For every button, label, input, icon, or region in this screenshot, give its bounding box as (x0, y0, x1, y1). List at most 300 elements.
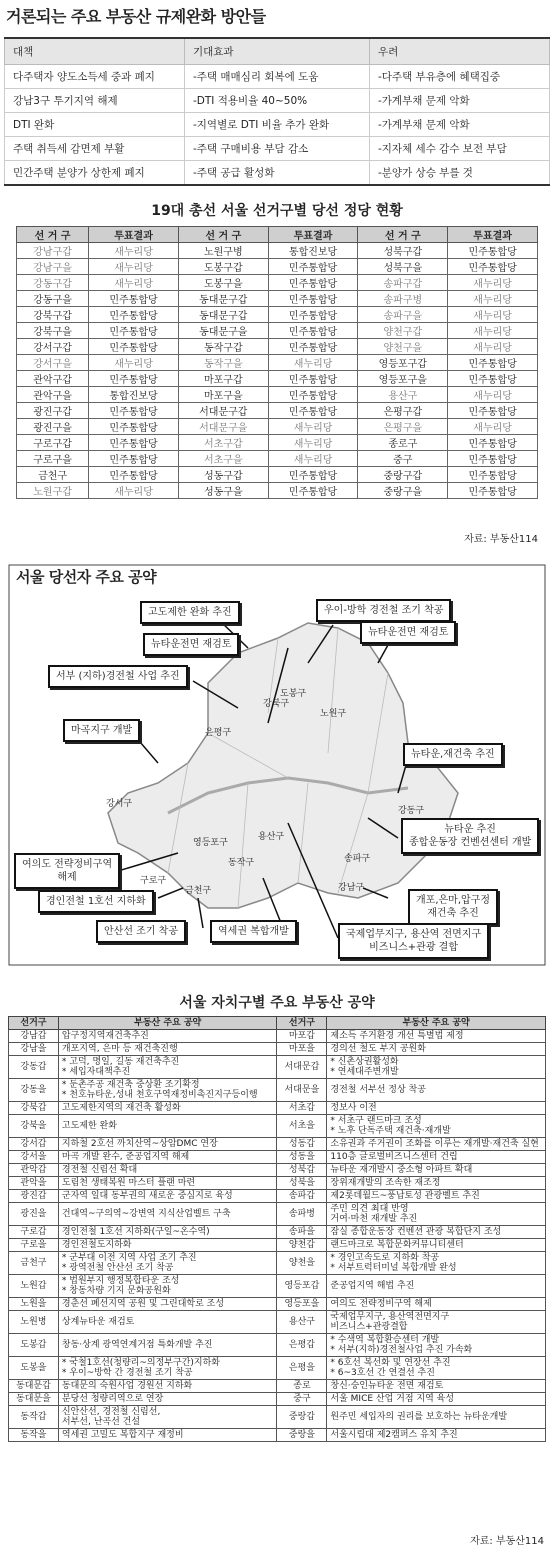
party-cell: 민주통합당 (89, 323, 179, 339)
district-cell: 도봉갑 (9, 1334, 59, 1357)
table-row (9, 1203, 546, 1226)
pledge-cell: 뉴타운 재개발시 중소형 아파트 확대 (327, 1164, 546, 1177)
district-cell: 노원구병 (178, 243, 268, 259)
pledge-cell: * 6호선 복선화 및 연장선 추진 * 6~3호선 간 연결선 추진 (327, 1357, 546, 1380)
table-cell: -가계부채 문제 악화 (370, 89, 550, 113)
table-row (17, 387, 538, 403)
pledge-cell: 경의선 철도 부지 공원화 (327, 1043, 546, 1056)
pledge-cell: * 수색역 복합환승센터 개발 * 서부(지하)경전철사업 추진 가속화 (327, 1334, 546, 1357)
table-row (17, 323, 538, 339)
district-cell: 마포을 (277, 1043, 327, 1056)
district-cell: 송파병 (277, 1203, 327, 1226)
pledge-callout: 경인전철 1호선 지하화 (38, 890, 154, 913)
table-row (9, 1298, 546, 1311)
map-title: 서울 당선자 주요 공약 (12, 566, 160, 587)
pledge-cell: * 둔촌주공 재건축 중상환 조기확정 * 천호뉴타운,성내 천호구역재정비촉진지구등이행 (58, 1079, 277, 1102)
district-cell: 서대문구을 (178, 419, 268, 435)
table-cell: -가계부채 문제 악화 (370, 113, 550, 137)
party-cell: 민주통합당 (268, 403, 358, 419)
pledge-callout: 고도제한 완화 추진 (140, 601, 240, 624)
district-cell: 강동을 (9, 1079, 59, 1102)
district-cell: 중랑구갑 (358, 467, 448, 483)
party-cell: 새누리당 (89, 355, 179, 371)
table-row (9, 1334, 546, 1357)
district-cell: 성동구갑 (178, 467, 268, 483)
pledge-cell: 분당선 청량리역으로 연장 (58, 1393, 277, 1406)
district-cell: 영등포갑 (277, 1275, 327, 1298)
district-label: 영등포구 (193, 838, 228, 848)
district-cell: 동작을 (9, 1429, 59, 1442)
district-cell: 용산구 (277, 1311, 327, 1334)
table-row (17, 483, 538, 499)
pledge-callout: 안산선 조기 착공 (96, 920, 186, 943)
party-cell: 민주통합당 (268, 387, 358, 403)
district-cell: 용산구 (358, 387, 448, 403)
district-cell: 강동구갑 (17, 275, 89, 291)
party-cell: 새누리당 (268, 451, 358, 467)
party-cell: 민주통합당 (448, 483, 538, 499)
pledge-cell: * 군부대 이전 지역 사업 조기 추진 * 광역전철 안산선 조기 착공 (58, 1252, 277, 1275)
table-row (17, 307, 538, 323)
district-cell: 구로갑 (9, 1226, 59, 1239)
pledge-cell: 원주민 세입자의 권리를 보호하는 뉴타운개발 (327, 1406, 546, 1429)
pledge-cell: 고도제한지역의 재건축 활성화 (58, 1102, 277, 1115)
district-cell: 관악구갑 (17, 371, 89, 387)
table-row (9, 1115, 546, 1138)
table-row (9, 1239, 546, 1252)
party-cell: 민주통합당 (89, 291, 179, 307)
party-cell: 민주통합당 (448, 451, 538, 467)
district-cell: 도봉구갑 (178, 259, 268, 275)
table-row (17, 355, 538, 371)
pledge-cell: 제소득 주거환경 개선 특별법 제정 (327, 1030, 546, 1043)
district-cell: 강남을 (9, 1043, 59, 1056)
table-cell: 강남3구 투기지역 해제 (5, 89, 185, 113)
district-cell: 영등포구갑 (358, 355, 448, 371)
district-cell: 양천갑 (277, 1239, 327, 1252)
district-cell: 은평갑 (277, 1334, 327, 1357)
pledge-cell: 제2롯데월드~풍납토성 관광벨트 추진 (327, 1190, 546, 1203)
pledge-cell: 역세권 고밀도 복합지구 재정비 (58, 1429, 277, 1442)
pledge-cell: 주민 의견 최대 반영 거여·마천 재개발 추진 (327, 1203, 546, 1226)
pledge-cell: 경전철 서부선 정상 착공 (327, 1079, 546, 1102)
district-cell: 동대문구을 (178, 323, 268, 339)
column-header: 선거구 (277, 1017, 327, 1030)
pledge-cell: 상계뉴타운 재검토 (58, 1311, 277, 1334)
pledge-cell: 서울 MICE 산업 거점 지역 육성 (327, 1393, 546, 1406)
column-header: 우려 (370, 38, 550, 65)
table-row (9, 1151, 546, 1164)
pledge-callout: 마곡지구 개발 (63, 719, 140, 742)
party-cell: 민주통합당 (89, 307, 179, 323)
district-cell: 구로을 (9, 1239, 59, 1252)
pledge-cell: 창동·상계 광역연계거점 특화개발 추진 (58, 1334, 277, 1357)
table-row (17, 419, 538, 435)
table-cell: -다주택 부유층에 혜택집중 (370, 65, 550, 89)
party-cell: 민주통합당 (268, 307, 358, 323)
district-cell: 성북갑 (277, 1164, 327, 1177)
district-cell: 동작갑 (9, 1406, 59, 1429)
district-cell: 강서구을 (17, 355, 89, 371)
party-cell: 새누리당 (448, 323, 538, 339)
district-cell: 은평구갑 (358, 403, 448, 419)
party-cell: 새누리당 (268, 419, 358, 435)
district-cell: 관악을 (9, 1177, 59, 1190)
table-cell: -주택 구매비용 부담 감소 (185, 137, 370, 161)
table-row (9, 1429, 546, 1442)
party-cell: 새누리당 (89, 483, 179, 499)
district-cell: 강서구갑 (17, 339, 89, 355)
table-row (5, 65, 550, 89)
district-label: 강동구 (398, 806, 425, 816)
table-row (9, 1190, 546, 1203)
district-cell: 광진갑 (9, 1190, 59, 1203)
pledge-cell: 건대역~구의역~강변역 지식산업벨트 구축 (58, 1203, 277, 1226)
party-cell: 민주통합당 (89, 371, 179, 387)
pledge-cell: 군자역 일대 동부권의 새로운 중심지로 육성 (58, 1190, 277, 1203)
pledge-cell: * 법원부지 행정복합타운 조성 * 창동차량 기지 문화공원화 (58, 1275, 277, 1298)
district-cell: 중랑을 (277, 1429, 327, 1442)
district-label: 도봉구 (280, 689, 307, 699)
pledge-callout: 여의도 전략정비구역 해제 (14, 853, 120, 889)
district-cell: 동작구을 (178, 355, 268, 371)
pledge-callout: 뉴타운전면 재검토 (143, 633, 239, 656)
party-cell: 새누리당 (448, 291, 538, 307)
district-cell: 중구 (358, 451, 448, 467)
table-row (9, 1406, 546, 1429)
district-cell: 금천구 (9, 1252, 59, 1275)
party-cell: 민주통합당 (89, 467, 179, 483)
pledge-callout: 역세권 복합개발 (210, 920, 297, 943)
pledge-cell: 경인전철도지하화 (58, 1239, 277, 1252)
table-cell: DTI 완화 (5, 113, 185, 137)
party-cell: 민주통합당 (448, 371, 538, 387)
district-cell: 강북구을 (17, 323, 89, 339)
table-cell: -주택 매매심리 회복에 도움 (185, 65, 370, 89)
district-cell: 서대문구갑 (178, 403, 268, 419)
party-cell: 민주통합당 (268, 371, 358, 387)
district-label: 강서구 (106, 799, 133, 809)
table-header-row (5, 38, 550, 65)
table-row (5, 137, 550, 161)
table-row (5, 113, 550, 137)
table-cell: -주택 공급 활성화 (185, 161, 370, 186)
district-cell: 마포구갑 (178, 371, 268, 387)
pledge-cell: 잠실 종합운동장 컨벤션 관광 복합단지 조성 (327, 1226, 546, 1239)
party-cell: 새누리당 (89, 243, 179, 259)
party-cell: 민주통합당 (268, 483, 358, 499)
district-cell: 도봉을 (9, 1357, 59, 1380)
column-header: 대책 (5, 38, 185, 65)
district-cell: 동대문을 (9, 1393, 59, 1406)
party-cell: 민주통합당 (448, 355, 538, 371)
district-cell: 송파구갑 (358, 275, 448, 291)
party-cell: 새누리당 (448, 339, 538, 355)
district-label: 은평구 (205, 728, 232, 738)
table-row (9, 1102, 546, 1115)
district-cell: 강북갑 (9, 1102, 59, 1115)
table-row (17, 403, 538, 419)
district-cell: 양천을 (277, 1252, 327, 1275)
column-header: 선 거 구 (17, 227, 89, 243)
pledge-callout: 개포,은마,압구정 재건축 추진 (408, 889, 498, 925)
pledge-cell: 개포지역, 은마 등 재건축진행 (58, 1043, 277, 1056)
table-row (17, 259, 538, 275)
table-row (5, 89, 550, 113)
district-cell: 노원병 (9, 1311, 59, 1334)
district-cell: 송파구을 (358, 307, 448, 323)
party-cell: 새누리당 (268, 355, 358, 371)
party-cell: 민주통합당 (448, 403, 538, 419)
column-header: 선거구 (9, 1017, 59, 1030)
table-cell: 민간주택 분양가 상한제 폐지 (5, 161, 185, 186)
pledge-cell: 신안산선, 경전철 신림선, 서부선, 난곡선 건설 (58, 1406, 277, 1429)
pledge-cell: 동대문의 숙원사업 경원선 지하화 (58, 1380, 277, 1393)
district-cell: 은평을 (277, 1357, 327, 1380)
table-row (9, 1226, 546, 1239)
pledge-source: 자료: 부동산114 (470, 1536, 544, 1547)
pledge-cell: 국제업무지구, 용산역전면지구 비즈니스+관광결합 (327, 1311, 546, 1334)
table-row (9, 1079, 546, 1102)
party-cell: 새누리당 (268, 435, 358, 451)
party-cell: 새누리당 (89, 259, 179, 275)
pledge-cell: 지하철 2호선 까치산역~상암DMC 연장 (58, 1138, 277, 1151)
pledge-callout: 서부 (지하)경전철 사업 추진 (48, 665, 188, 688)
district-cell: 양천구을 (358, 339, 448, 355)
column-header: 부동산 주요 공약 (327, 1017, 546, 1030)
district-cell: 은평구을 (358, 419, 448, 435)
party-cell: 새누리당 (89, 275, 179, 291)
table-header-row (9, 1017, 546, 1030)
district-cell: 서초구갑 (178, 435, 268, 451)
pledge-cell: * 신촌상권활성화 * 연세대주변개발 (327, 1056, 546, 1079)
district-cell: 도봉구을 (178, 275, 268, 291)
table-row (9, 1138, 546, 1151)
district-cell: 동대문구갑 (178, 307, 268, 323)
policy-table (4, 37, 550, 186)
district-label: 금천구 (185, 886, 212, 896)
pledge-cell: 서울시립대 제2캠퍼스 유치 추진 (327, 1429, 546, 1442)
party-cell: 민주통합당 (268, 291, 358, 307)
pledge-cell: 경인전철 1호선 지하화(구일~온수역) (58, 1226, 277, 1239)
district-cell: 강남구을 (17, 259, 89, 275)
column-header: 부동산 주요 공약 (58, 1017, 277, 1030)
district-label: 노원구 (320, 709, 347, 719)
district-cell: 강동갑 (9, 1056, 59, 1079)
district-cell: 동대문구갑 (178, 291, 268, 307)
table-cell: -지자체 세수 감수 보전 부담 (370, 137, 550, 161)
party-cell: 새누리당 (448, 419, 538, 435)
column-header: 투표결과 (268, 227, 358, 243)
district-cell: 노원갑 (9, 1275, 59, 1298)
party-cell: 민주통합당 (268, 259, 358, 275)
pledge-cell: 마곡 개발 완수, 준공업지역 해제 (58, 1151, 277, 1164)
election-table (16, 226, 538, 499)
party-cell: 민주통합당 (89, 403, 179, 419)
party-cell: 민주통합당 (448, 259, 538, 275)
district-cell: 영등포을 (277, 1298, 327, 1311)
column-header: 투표결과 (448, 227, 538, 243)
pledge-cell: * 국철1호선(청량리~의정부구간)지하화 * 우이~방학 간 경전철 조기 착공 (58, 1357, 277, 1380)
table-row (9, 1357, 546, 1380)
table-row (9, 1177, 546, 1190)
party-cell: 민주통합당 (268, 275, 358, 291)
pledge-cell: * 고덕, 명일, 길동 재건축추진 * 세입자대책추진 (58, 1056, 277, 1079)
pledge-cell: 경춘선 폐선지역 공원 및 그린대학로 조성 (58, 1298, 277, 1311)
district-cell: 마포갑 (277, 1030, 327, 1043)
district-cell: 강서을 (9, 1151, 59, 1164)
party-cell: 통합진보당 (89, 387, 179, 403)
party-cell: 민주통합당 (268, 339, 358, 355)
table-row (9, 1393, 546, 1406)
district-cell: 강북구갑 (17, 307, 89, 323)
election-source: 자료: 부동산114 (464, 534, 538, 545)
pledge-cell: 압구정지역재건축추진 (58, 1030, 277, 1043)
table-cell: 다주택자 양도소득세 중과 폐지 (5, 65, 185, 89)
district-cell: 강서갑 (9, 1138, 59, 1151)
pledge-cell: * 경인고속도로 지하화 착공 * 서부트럭터미널 복합개발 완성 (327, 1252, 546, 1275)
party-cell: 민주통합당 (89, 435, 179, 451)
district-cell: 성동구을 (178, 483, 268, 499)
party-cell: 새누리당 (448, 275, 538, 291)
election-title: 19대 총선 서울 선거구별 당선 정당 현황 (151, 203, 403, 219)
district-cell: 성북을 (277, 1177, 327, 1190)
table-cell: -지역별로 DTI 비율 추가 완화 (185, 113, 370, 137)
table-row (9, 1275, 546, 1298)
party-cell: 민주통합당 (268, 467, 358, 483)
district-cell: 강남구갑 (17, 243, 89, 259)
district-cell: 종로 (277, 1380, 327, 1393)
district-cell: 서초구을 (178, 451, 268, 467)
district-cell: 노원을 (9, 1298, 59, 1311)
table-row (5, 161, 550, 186)
district-cell: 성북구갑 (358, 243, 448, 259)
district-cell: 성북구을 (358, 259, 448, 275)
district-cell: 서대문갑 (277, 1056, 327, 1079)
pledge-cell: 고도제한 완화 (58, 1115, 277, 1138)
district-cell: 중랑구을 (358, 483, 448, 499)
party-cell: 민주통합당 (448, 435, 538, 451)
party-cell: 민주통합당 (89, 451, 179, 467)
party-cell: 새누리당 (448, 387, 538, 403)
district-cell: 마포구을 (178, 387, 268, 403)
party-cell: 새누리당 (448, 307, 538, 323)
district-label: 동작구 (228, 858, 255, 868)
district-cell: 서초갑 (277, 1102, 327, 1115)
party-cell: 통합진보당 (268, 243, 358, 259)
district-cell: 강남갑 (9, 1030, 59, 1043)
district-cell: 중구 (277, 1393, 327, 1406)
district-cell: 서대문을 (277, 1079, 327, 1102)
table-row (17, 291, 538, 307)
party-cell: 민주통합당 (448, 467, 538, 483)
pledge-callout: 뉴타운전면 재검토 (360, 621, 456, 644)
column-header: 기대효과 (185, 38, 370, 65)
table-row (9, 1252, 546, 1275)
district-cell: 강북을 (9, 1115, 59, 1138)
district-label: 강북구 (263, 699, 290, 709)
district-label: 구로구 (140, 876, 167, 886)
district-cell: 송파갑 (277, 1190, 327, 1203)
pledge-title: 서울 자치구별 주요 부동산 공약 (179, 995, 375, 1011)
seoul-pledge-map (8, 553, 548, 968)
pledge-cell: 110층 글로벌비즈니스센터 건립 (327, 1151, 546, 1164)
table-row (9, 1030, 546, 1043)
column-header: 투표결과 (89, 227, 179, 243)
district-cell: 종로구 (358, 435, 448, 451)
pledge-callout: 우이-방학 경전철 조기 착공 (316, 599, 451, 622)
table-row (9, 1380, 546, 1393)
pledge-cell: 장위재개발의 조속한 재조정 (327, 1177, 546, 1190)
pledge-cell: 정보사 이전 (327, 1102, 546, 1115)
pledge-callout: 뉴타운 추진 종합운동장 컨벤션센터 개발 (401, 818, 539, 854)
district-cell: 동대문갑 (9, 1380, 59, 1393)
district-cell: 관악구을 (17, 387, 89, 403)
table-cell: -DTI 적용비율 40~50% (185, 89, 370, 113)
district-cell: 성동갑 (277, 1138, 327, 1151)
district-cell: 송파을 (277, 1226, 327, 1239)
table-row (17, 467, 538, 483)
table-row (17, 451, 538, 467)
policy-title: 거론되는 주요 부동산 규제완화 방안들 (6, 7, 266, 26)
party-cell: 민주통합당 (89, 339, 179, 355)
district-cell: 동작구갑 (178, 339, 268, 355)
column-header: 선 거 구 (178, 227, 268, 243)
party-cell: 민주통합당 (448, 243, 538, 259)
district-label: 송파구 (344, 854, 371, 864)
table-row (9, 1164, 546, 1177)
pledge-table (8, 1016, 546, 1442)
pledge-callout: 국제업무지구, 용산역 전면지구 비즈니스+관광 결합 (338, 923, 489, 959)
table-row (17, 339, 538, 355)
party-cell: 민주통합당 (268, 323, 358, 339)
district-cell: 성동을 (277, 1151, 327, 1164)
table-row (17, 275, 538, 291)
district-label: 용산구 (258, 832, 285, 842)
pledge-cell: * 서초구 랜드마크 조성 * 노후 단독주택 재건축·재개발 (327, 1115, 546, 1138)
table-header-row (17, 227, 538, 243)
table-row (17, 243, 538, 259)
pledge-cell: 랜드마크로 복합문화커뮤니티센터 (327, 1239, 546, 1252)
pledge-cell: 준공업지역 해법 추진 (327, 1275, 546, 1298)
pledge-cell: 경전철 신림선 확대 (58, 1164, 277, 1177)
district-cell: 서초을 (277, 1115, 327, 1138)
district-label: 강남구 (338, 883, 365, 893)
table-row (17, 371, 538, 387)
pledge-callout: 뉴타운,재건축 추진 (403, 743, 503, 766)
district-cell: 금천구 (17, 467, 89, 483)
pledge-cell: 도림천 생태복원 마스터 플랜 마련 (58, 1177, 277, 1190)
district-cell: 송파구병 (358, 291, 448, 307)
table-cell: 주택 취득세 감면제 부활 (5, 137, 185, 161)
pledge-cell: 여의도 전략정비구역 해제 (327, 1298, 546, 1311)
pledge-cell: 소유권과 주거권이 조화를 이루는 재개발·재건축 실현 (327, 1138, 546, 1151)
district-cell: 양천구갑 (358, 323, 448, 339)
district-cell: 구로구갑 (17, 435, 89, 451)
table-row (9, 1043, 546, 1056)
district-cell: 광진구을 (17, 419, 89, 435)
table-row (9, 1311, 546, 1334)
party-cell: 민주통합당 (89, 419, 179, 435)
table-cell: -분양가 상승 부를 것 (370, 161, 550, 186)
district-cell: 중랑갑 (277, 1406, 327, 1429)
district-cell: 관악갑 (9, 1164, 59, 1177)
table-row (17, 435, 538, 451)
district-cell: 광진을 (9, 1203, 59, 1226)
table-row (9, 1056, 546, 1079)
district-cell: 광진구갑 (17, 403, 89, 419)
district-cell: 구로구을 (17, 451, 89, 467)
